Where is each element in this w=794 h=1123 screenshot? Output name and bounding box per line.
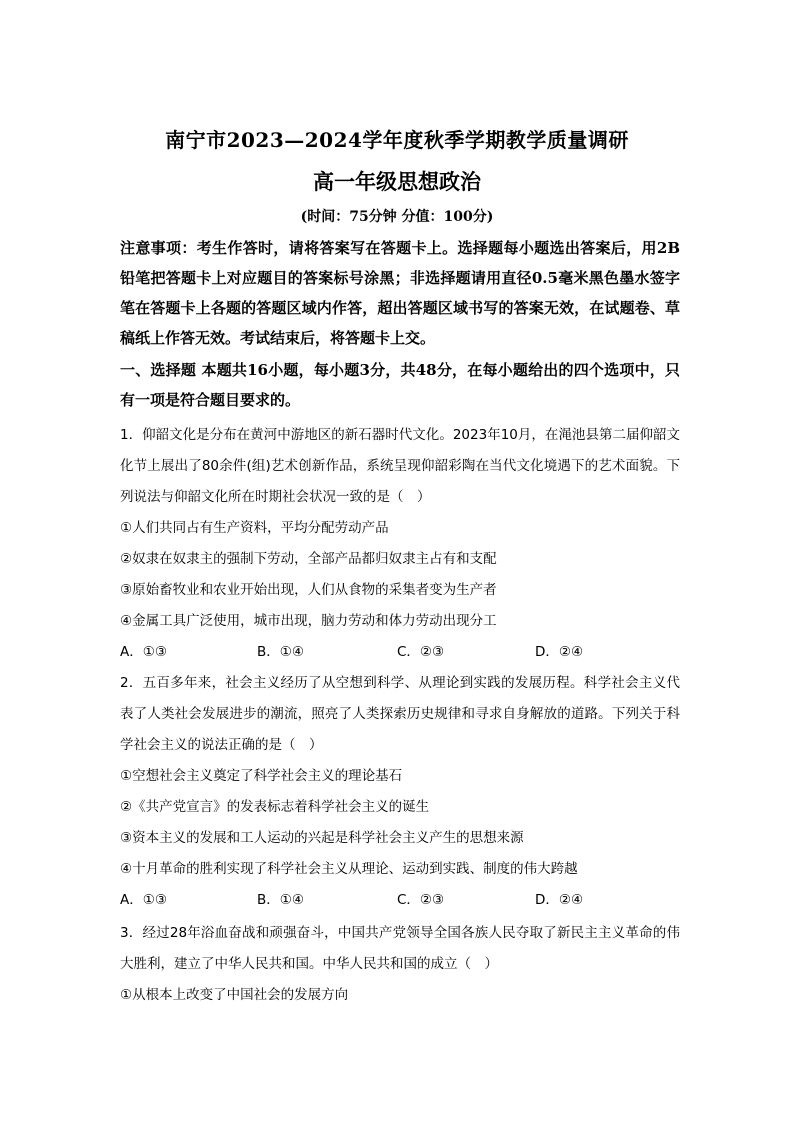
- question-1-item-4: ④金属工具广泛使用，城市出现，脑力劳动和体力劳动出现分工: [120, 613, 497, 629]
- notice-paragraph: 注意事项：考生作答时，请将答案写在答题卡上。选择题每小题选出答案后，用2B铅笔把答题卡上对应题目的答案标号涂黑；非选择题请用直径0.5毫米黑色墨水签字笔在答题卡上各题的答题区域内作答，超出答题区域书写的答案无效，在试题卷、草稿纸上作答无效。考试结束后，将答题卡上交。: [120, 239, 680, 347]
- question-3-stem: 3．经过28年浴血奋战和顽强奋斗，中国共产党领导全国各族人民夺取了新民主主义革命的伟大胜利，建立了中华人民共和国。中华人民共和国的成立（ ）: [120, 925, 680, 972]
- question-2-option-d: D．②④: [535, 892, 584, 908]
- question-1-item-1: ①人们共同占有生产资料，平均分配劳动产品: [120, 520, 389, 536]
- exam-time-info: (时间：75分钟 分值：100分): [300, 209, 494, 225]
- question-1-option-a: A．①③: [120, 644, 167, 660]
- question-1-stem: 1．仰韶文化是分布在黄河中游地区的新石器时代文化。2023年10月，在渑池县第二届仰韶文化节上展出了80余件(组)艺术创新作品，系统呈现仰韶彩陶在当代文化境遇下的艺术面貌。下列说法与仰韶文化所在时期社会状况一致的是（ ）: [120, 427, 680, 505]
- question-3-item-1: ①从根本上改变了中国社会的发展方向: [120, 987, 349, 1003]
- question-2-options: [120, 885, 680, 916]
- exam-title: 南宁市2023—2024学年度秋季学期教学质量调研: [165, 128, 629, 152]
- exam-subject: 高一年级思想政治: [313, 169, 481, 194]
- question-2-item-4: ④十月革命的胜利实现了科学社会主义从理论、运动到实践、制度的伟大跨越: [120, 861, 578, 877]
- question-1-option-c: C．②③: [397, 644, 445, 660]
- question-2-item-3: ③资本主义的发展和工人运动的兴起是科学社会主义产生的思想来源: [120, 830, 524, 846]
- section-heading: 一、选择题 本题共16小题，每小题3分，共48分，在每小题给出的四个选项中，只有一项是符合题目要求的。: [120, 361, 680, 409]
- question-1-option-b: B．①④: [257, 644, 304, 660]
- question-2-item-1: ①空想社会主义奠定了科学社会主义的理论基石: [120, 768, 403, 784]
- question-2-item-2: ②《共产党宣言》的发表标志着科学社会主义的诞生: [120, 799, 430, 815]
- question-1-item-3: ③原始畜牧业和农业开始出现，人们从食物的采集者变为生产者: [120, 582, 497, 598]
- question-2-stem: 2．五百多年来，社会主义经历了从空想到科学、从理论到实践的发展历程。科学社会主义代表了人类社会发展进步的潮流，照亮了人类探索历史规律和寻求自身解放的道路。下列关于科学社会主义的说法正确的是（ ）: [120, 675, 680, 753]
- question-2-option-c: C．②③: [397, 892, 445, 908]
- question-1-item-2: ②奴隶在奴隶主的强制下劳动，全部产品都归奴隶主占有和支配: [120, 551, 497, 567]
- question-1-options: [120, 637, 680, 668]
- question-2-option-a: A．①③: [120, 892, 167, 908]
- question-2-option-b: B．①④: [257, 892, 304, 908]
- question-1-option-d: D．②④: [535, 644, 584, 660]
